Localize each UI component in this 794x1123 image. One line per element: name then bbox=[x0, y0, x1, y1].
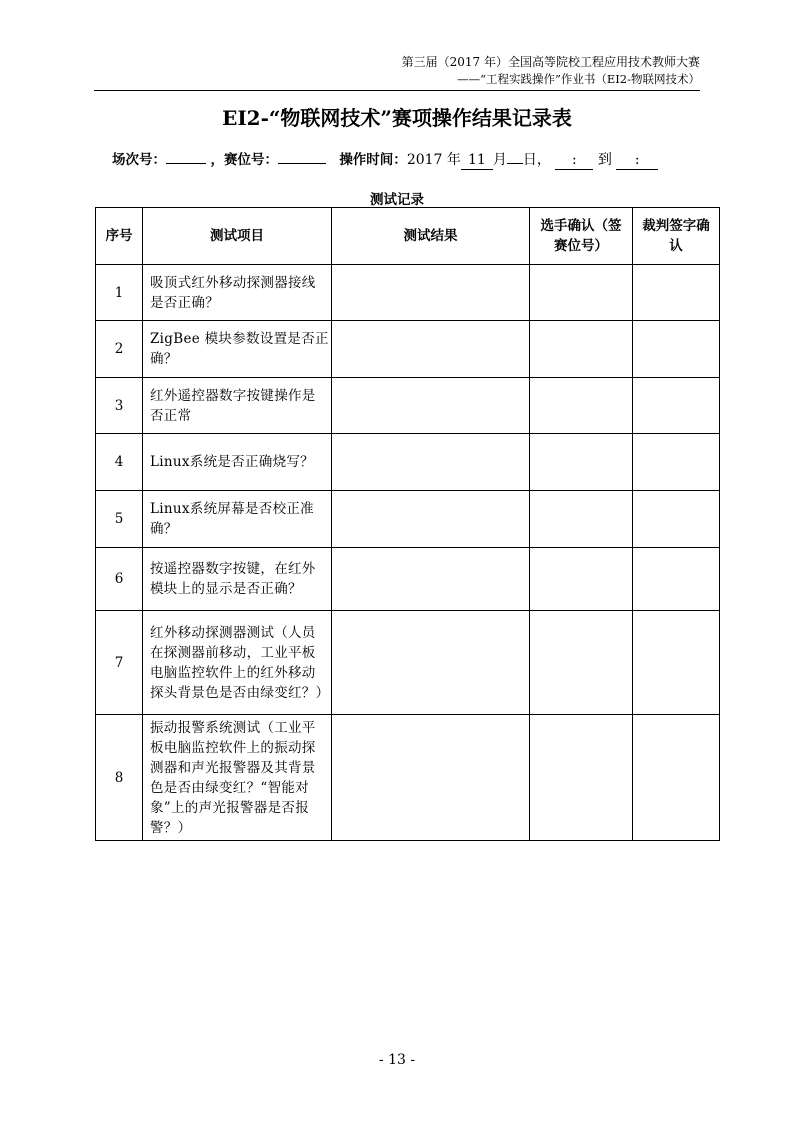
judge-sign-cell[interactable] bbox=[633, 321, 720, 378]
day-unit: 日， bbox=[522, 152, 551, 168]
judge-sign-cell[interactable] bbox=[633, 491, 720, 548]
table-row bbox=[96, 611, 720, 715]
judge-sign-cell[interactable] bbox=[633, 434, 720, 491]
running-header-title: 第三届（2017 年）全国高等院校工程应用技术教师大赛 bbox=[401, 55, 700, 69]
end-time-field[interactable] bbox=[616, 152, 658, 170]
test-record-table bbox=[95, 207, 720, 841]
contestant-confirm-cell[interactable] bbox=[530, 611, 633, 715]
seat-field[interactable] bbox=[278, 146, 326, 164]
row-number: 3 bbox=[96, 378, 143, 434]
result-cell[interactable] bbox=[332, 611, 530, 715]
result-cell[interactable] bbox=[332, 378, 530, 434]
table-row bbox=[96, 715, 720, 841]
start-colon: : bbox=[572, 152, 577, 168]
result-cell[interactable] bbox=[332, 715, 530, 841]
header-seq: 序号 bbox=[96, 208, 143, 265]
header-judge-sign: 裁判签字确认 bbox=[633, 208, 720, 265]
header-contestant-confirm: 选手确认（签赛位号） bbox=[530, 208, 633, 265]
contestant-confirm-cell[interactable] bbox=[530, 491, 633, 548]
result-cell[interactable] bbox=[332, 491, 530, 548]
session-field[interactable] bbox=[166, 146, 206, 164]
test-item: 吸顶式红外移动探测器接线是否正确？ bbox=[143, 265, 332, 321]
row-number: 8 bbox=[96, 715, 143, 841]
test-item: ZigBee 模块参数设置是否正确？ bbox=[143, 321, 332, 378]
row-number: 2 bbox=[96, 321, 143, 378]
judge-sign-cell[interactable] bbox=[633, 548, 720, 611]
table-row bbox=[96, 265, 720, 321]
row-number: 5 bbox=[96, 491, 143, 548]
test-item: 按遥控器数字按键，在红外模块上的显示是否正确？ bbox=[143, 548, 332, 611]
test-item: Linux系统屏幕是否校正准确？ bbox=[143, 491, 332, 548]
row-number: 7 bbox=[96, 611, 143, 715]
page-number: - 13 - bbox=[378, 1052, 416, 1068]
table-caption: 测试记录 bbox=[370, 192, 424, 208]
month-field[interactable]: 11 bbox=[461, 152, 493, 170]
table-header-row bbox=[96, 208, 720, 265]
end-colon: : bbox=[634, 152, 640, 168]
header-rule bbox=[94, 90, 700, 91]
table-row bbox=[96, 434, 720, 491]
judge-sign-cell[interactable] bbox=[633, 715, 720, 841]
test-item: Linux系统是否正确烧写？ bbox=[143, 434, 332, 491]
to-text: 到 bbox=[597, 152, 612, 168]
result-cell[interactable] bbox=[332, 265, 530, 321]
result-cell[interactable] bbox=[332, 434, 530, 491]
contestant-confirm-cell[interactable] bbox=[530, 321, 633, 378]
start-time-field[interactable] bbox=[555, 152, 593, 170]
judge-sign-cell[interactable] bbox=[633, 378, 720, 434]
contestant-confirm-cell[interactable] bbox=[530, 548, 633, 611]
table-row bbox=[96, 548, 720, 611]
running-header-subtitle: ——“工程实践操作”作业书（EI2-物联网技术） bbox=[457, 72, 700, 86]
contestant-confirm-cell[interactable] bbox=[530, 434, 633, 491]
seat-label: ，赛位号： bbox=[210, 152, 278, 168]
contestant-confirm-cell[interactable] bbox=[530, 378, 633, 434]
table-row bbox=[96, 321, 720, 378]
test-item: 红外遥控器数字按键操作是否正常 bbox=[143, 378, 332, 434]
day-field[interactable] bbox=[507, 146, 523, 164]
header-result: 测试结果 bbox=[332, 208, 530, 265]
record-meta-line bbox=[112, 146, 658, 170]
row-number: 6 bbox=[96, 548, 143, 611]
header-item: 测试项目 bbox=[143, 208, 332, 265]
row-number: 1 bbox=[96, 265, 143, 321]
session-label: 场次号： bbox=[112, 152, 166, 168]
judge-sign-cell[interactable] bbox=[633, 611, 720, 715]
month-unit: 月 bbox=[492, 152, 507, 168]
page-title: EI2-“物联网技术”赛项操作结果记录表 bbox=[222, 106, 572, 130]
test-item: 红外移动探测器测试（人员在探测器前移动，工业平板电脑监控软件上的红外移动探头背景色是否由绿变红？） bbox=[143, 611, 332, 715]
result-cell[interactable] bbox=[332, 321, 530, 378]
table-row bbox=[96, 491, 720, 548]
year-text: 2017 年 bbox=[406, 152, 461, 168]
table-row bbox=[96, 378, 720, 434]
contestant-confirm-cell[interactable] bbox=[530, 715, 633, 841]
contestant-confirm-cell[interactable] bbox=[530, 265, 633, 321]
row-number: 4 bbox=[96, 434, 143, 491]
test-item: 振动报警系统测试（工业平板电脑监控软件上的振动探测器和声光报警器及其背景色是否由绿变红？“智能对象”上的声光报警器是否报警？） bbox=[143, 715, 332, 841]
result-cell[interactable] bbox=[332, 548, 530, 611]
time-label: 操作时间： bbox=[339, 152, 407, 168]
judge-sign-cell[interactable] bbox=[633, 265, 720, 321]
